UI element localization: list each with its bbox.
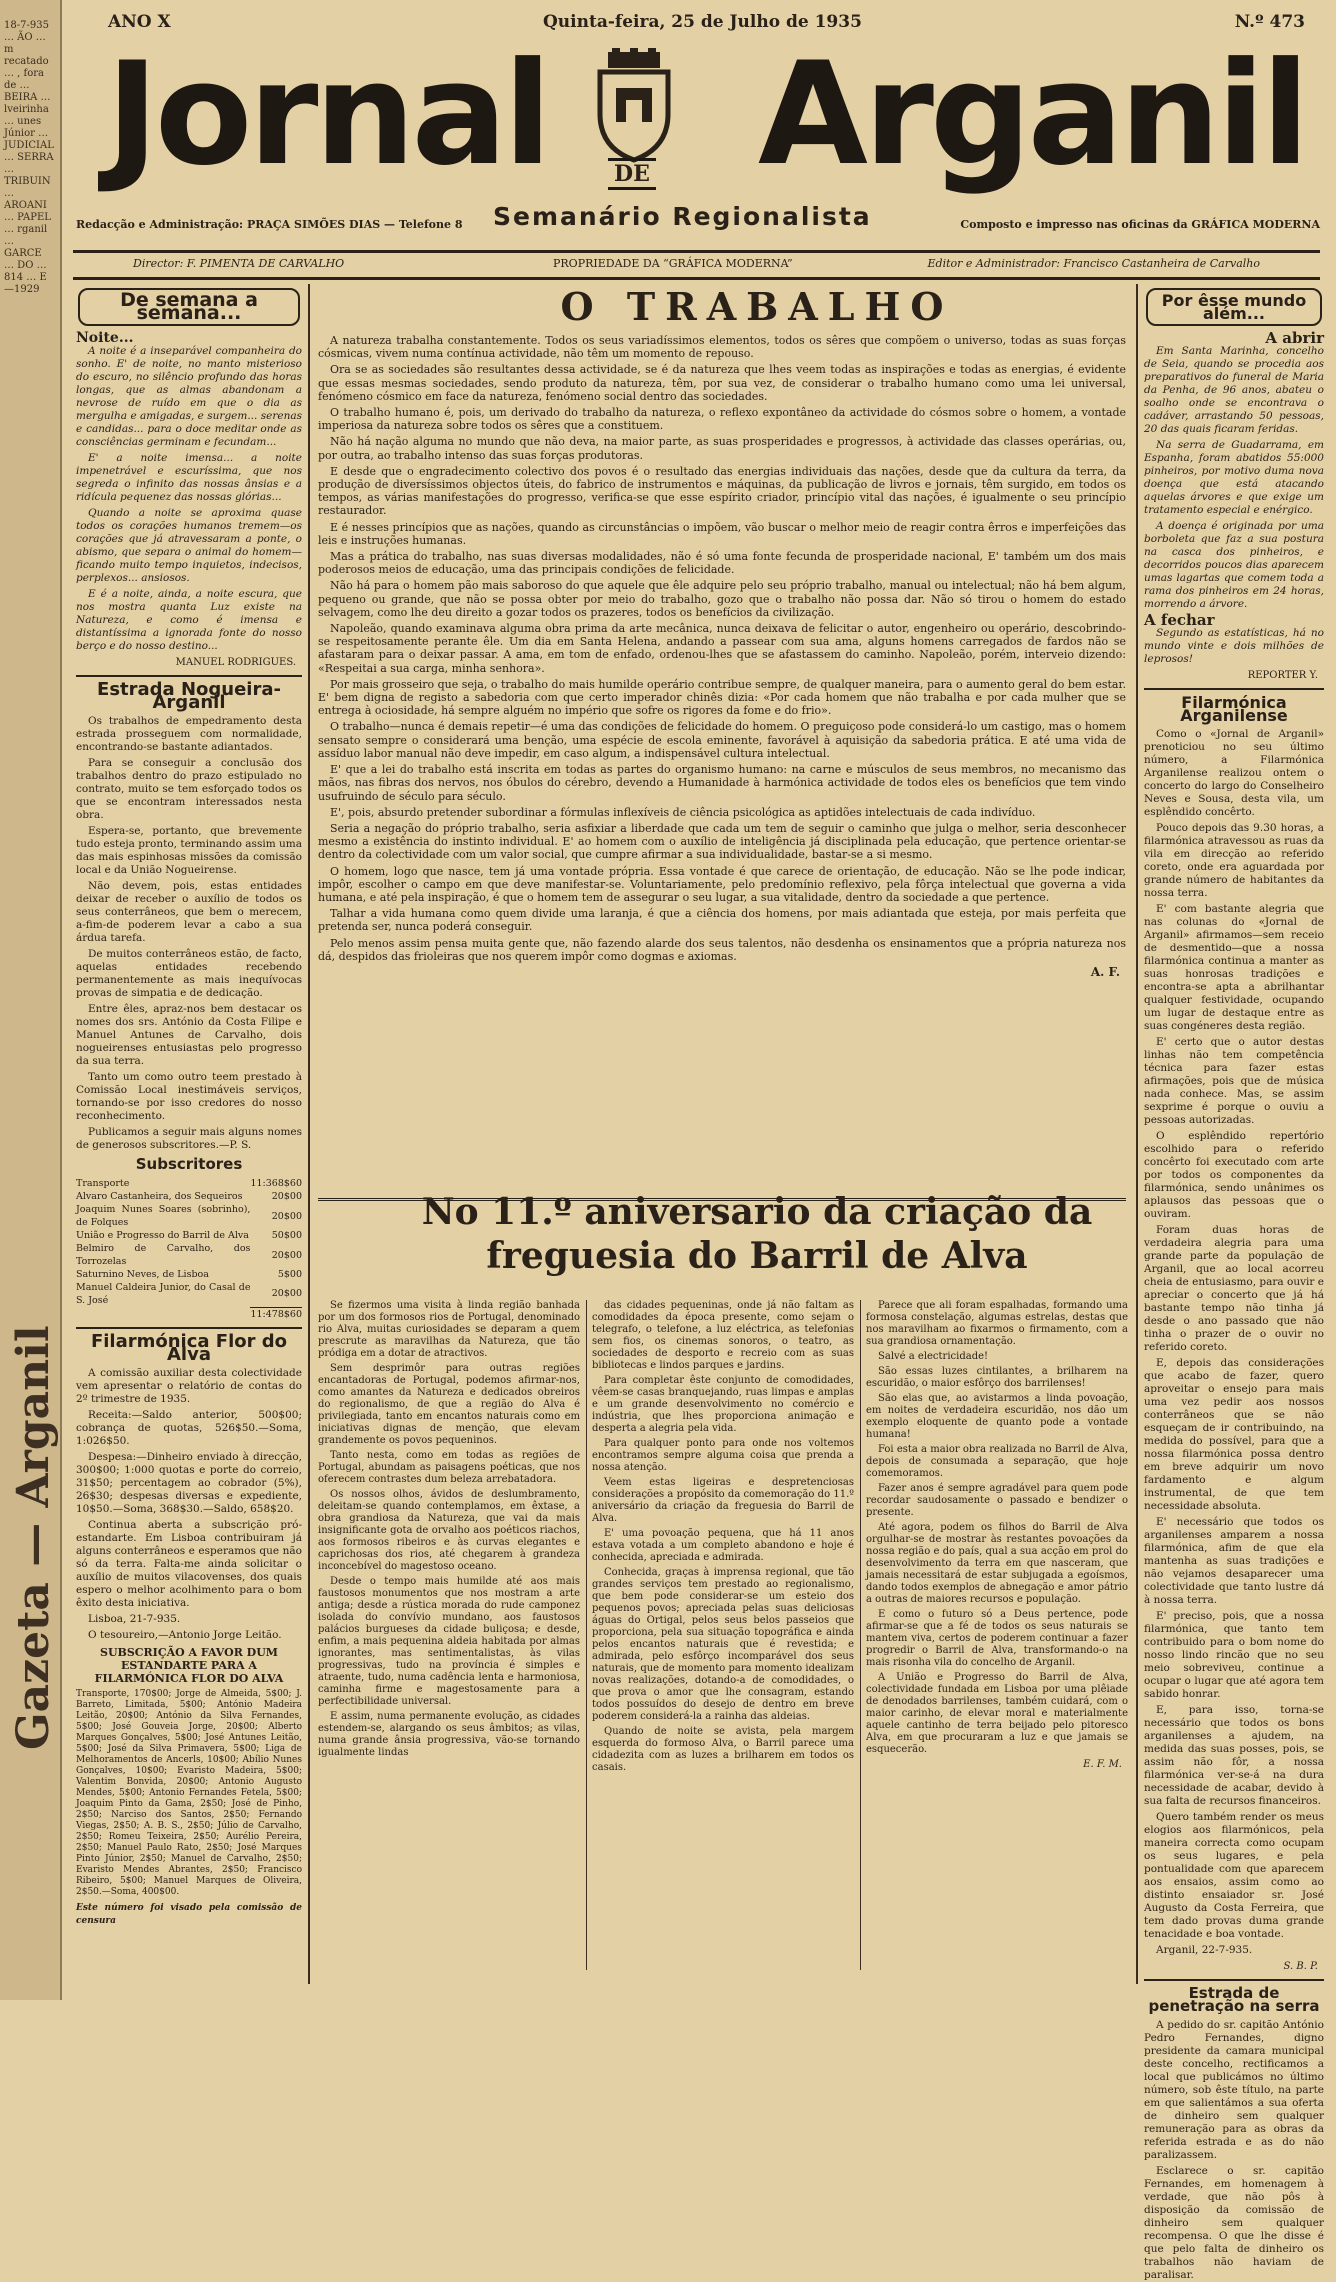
paragraph: O homem, logo que nasce, tem já uma vontade própria. Essa vontade é que carece de orientação, de educação. Não se lhe pode indicar, impôr, escolher o campo em que deve manifestar-se. Voluntariamente, pelo predomínio reflexivo, pela fôrça intelectual que governa a vida humana, e até pela inspiração, é que o homem tem de assegurar o seu lugar, a sua vitalidade, dentro da sociedade a que pertence. (318, 864, 1126, 904)
crest-icon (590, 48, 678, 164)
subscriber-name: Joaquim Nunes Soares (sobrinho), de Folques (76, 1204, 251, 1228)
paragraph: De muitos conterrâneos estão, de facto, aquelas entidades recebendo permanentemente as mais inequívocas provas de simpatia e de dedicação. (76, 948, 302, 999)
subhead (68, 196, 1330, 244)
paragraph: Como o «Jornal de Arganil» prenoticiou no seu último número, a Filarmónica Arganilense realizou ontem o concerto do largo do Conselheiro Neves e Sousa, desta vila, um esplêndido concêrto. (1144, 728, 1324, 818)
subscriber-amount: 20$00 (271, 1288, 302, 1300)
subscriber-amount: 20$00 (271, 1210, 302, 1222)
paragraph: O esplêndido repertório escolhido para o referido concêrto foi executado com arte por todos os componentes da filarmónica, sendo unânimes os aplausos das pessoas que o ouviram. (1144, 1130, 1324, 1220)
paragraph: Em Santa Marinha, concelho de Seia, quando se procedia aos preparativos do funeral de Maria da Penha, de 96 anos, abateu o soalho onde se encontrava o cadáver, arrastando 50 pessoas, 20 das quais ficaram feridas. (1144, 345, 1324, 435)
paragraph: Salvé a electricidade! (878, 1351, 989, 1362)
divider (1144, 1979, 1324, 1981)
paragraph: E é nesses princípios que as nações, quando as circunstâncias o impõem, vão buscar o melhor meio de reagir contra êrros e imperfeições das leis e instruções humanas. (318, 520, 1126, 547)
fechar-title: A fechar (1144, 611, 1215, 629)
subscriber-name: Transporte (76, 1178, 130, 1189)
paragraph: A União e Progresso do Barril de Alva, colectividade fundada em Lisboa por uma plêiade de denodados barrilenses, também cuidará, com o maior carinho, de elevar moral e materialmente aquele cantinho de terra beijado pelo pitoresco Alva, em que procuraram a luz e que jamais se esquecerão. (866, 1672, 1128, 1755)
paragraph: Os trabalhos de empedramento desta estrada prosseguem com normalidade, encontrando-se bastante adiantados. (76, 715, 302, 753)
fechar-text: Segundo as estatísticas, há no mundo vinte e dois milhões de leprosos! (1144, 627, 1324, 665)
paragraph: E', pois, absurdo pretender subordinar a fórmulas inflexíveis de ciência psicológica as aptidões intelectuais de cada indivíduo. (330, 805, 1036, 819)
paragraph: Para completar êste conjunto de comodidades, vêem-se casas branquejando, ruas limpas e amplas e um grande desenvolvimento no comércio e indústria, que lhes proporciona animação e desperta a alegria pela vida. (592, 1375, 854, 1434)
trabalho-title: O TRABALHO (560, 284, 954, 329)
trabalho-signature: A. F. (1090, 964, 1120, 979)
masthead-de: DE (608, 158, 656, 190)
paragraph: Não há nação alguma no mundo que não deva, na maior parte, as suas prosperidades e progressos, à actividade das classes operárias, ou, por outra, ao trabalho intenso das suas forças produtoras. (318, 435, 1126, 462)
paragraph: E, depois das considerações que acabo de fazer, quero aproveitar o ensejo para mais uma vez pedir aos nossos conterrâneos que se não esqueçam de ir contribuindo, na medida do possível, para que a nossa filarmónica possa dentro em breve adquirir um novo fardamento e algum instrumental, de que tem necessidade absoluta. (1144, 1357, 1324, 1512)
abrir-title: A abrir (1265, 329, 1324, 347)
masthead-title-right: Arganil (758, 32, 1306, 197)
table-row (76, 1229, 302, 1242)
issue-number: N.º 473 (1234, 12, 1305, 32)
table-row (76, 1281, 302, 1307)
censorship-note: Este número foi visado pela comissão de censura (76, 1902, 302, 1926)
paragraph: Não devem, pois, estas entidades deixar de receber o auxílio de todos os seus conterrâneos, que bem o merecem, a-fim-de poderem levar a cabo a sua árdua tarefa. (76, 880, 302, 944)
paragraph: E' preciso, pois, que a nossa filarmónica, que tanto tem contribuido para o bom nome do nosso lindo rincão que no seu meio sobreviveu, continue a ocupar o lugar que até agora tem sabido honrar. (1144, 1610, 1324, 1700)
paragraph: Na serra de Guadarrama, em Espanha, foram abatidos 55:000 pinheiros, por motivo duma nova doença que está atacando aquelas árvores e que exige um tratamento especial e enérgico. (1144, 439, 1324, 516)
subscriber-name: Manuel Caldeira Junior, do Casal de S. José (76, 1282, 251, 1306)
column-rule (1136, 284, 1138, 1984)
redaccao-line: Redacção e Administração: PRAÇA SIMÕES DIAS — Telefone 8 (76, 218, 463, 231)
paragraph: Receita:—Saldo anterior, 500$00; cobrança de quotas, 526$50.—Soma, 1:026$50. (76, 1408, 302, 1447)
estrada-article (76, 715, 302, 1152)
subscricao-list: Transporte, 170$00; Jorge de Almeida, 5$00; J. Barreto, Limitada, 5$00; António Madeira Leitão, 20$00; António da Silva Fernandes, 5$00; José Gouveia Jorge, 20$00; Alberto Marques Gonçalves, 5$00; José Antunes Leitão, 5$00; José da Silva Primavera, 5$00; Liga de Melhoramentos de Ancerls, 10$00; Abílio Nunes Gonçalves, 10$00; Evaristo Madeira, 5$00; Valentim Bonvida, 20$00; Antonio Augusto Mendes, 5$00; Antonio Fernandes Fetela, 5$00; Joaquim Pinto da Gama, 2$50; José de Pinho, 2$50; Narciso dos Santos, 2$50; Fernando Viegas, 2$50; A. B. S., 2$50; Júlio de Carvalho, 2$50; Romeu Teixeira, 2$50; Aurélio Pereira, 2$50; Manuel Paulo Rato, 2$50; José Marques Pinto Júnior, 2$50; Manuel de Carvalho, 2$50; Evaristo Mendes Abrantes, 2$50; Francisco Ribeiro, 5$00; Manuel Marques de Oliveira, 2$50.—Soma, 400$00. (76, 1688, 302, 1897)
paragraph: Parece que ali foram espalhadas, formando uma formosa constelação, algumas estrelas, destas que nos maravilham ao fixarmos o firmamento, com a sua grandiosa ornamentação. (866, 1300, 1128, 1347)
paragraph: Conhecida, graças à imprensa regional, que tão grandes serviços tem prestado ao regionalismo, que bem pode considerar-se um esteio dos pequenos povos; apreciada pelas suas deliciosas águas do Ortigal, pelos seus belos passeios que proporciona, pela sua situação topográfica e ainda pelos encantos naturais que é revestida; e admirada, pelo esfôrço incomparável dos seus naturais, que de momento para momento idealizam novas realizações, dotando-a de comodidades, o que prova o amor que lhe consagram, estando todos possuídos do desejo de dentro em breve poderem considerá-la a rainha das aldeias. (592, 1567, 854, 1722)
subscritores-table (76, 1177, 302, 1321)
paragraph: São essas luzes cintilantes, a brilharem na escuridão, o maior esfôrço dos barrilenses! (866, 1366, 1128, 1389)
paragraph: Não há para o homem pão mais saboroso do que aquele que êle adquire pelo seu próprio trabalho, manual ou intelectual; não há bem algum, pequeno ou grande, que não se possa obter por meio do trabalho, gozo que o trabalho não possa dar. Não só tirou o homem do estado selvagem, como lhe deu direito a gozar todos os prazeres, todos os benefícios da civilização. (318, 579, 1126, 619)
paragraph: Tanto nesta, como em todas as regiões de Portugal, abundam as paisagens poéticas, que nos oferecem contrastes dum beleza arrebatadora. (318, 1450, 580, 1485)
masthead (68, 32, 1330, 197)
paragraph: A doença é originada por uma borboleta que faz a sua postura na casca dos pinheiros, e decorridos poucos dias aparecem umas lagartas que comem toda a rama dos pinheiros em 24 horas, morrendo a árvore. (1144, 520, 1324, 610)
noite-signature: MANUEL RODRIGUES. (175, 657, 296, 668)
aniversario-col-1 (318, 1300, 580, 1980)
table-row (76, 1307, 302, 1321)
table-row (76, 1242, 302, 1268)
paragraph: Despesa:—Dinheiro enviado à direcção, 300$00; 1:000 quotas e porte do correio, 31$50; percentagem ao cobrador (5%), 26$30; despesas diversas e expediente, 10$50.—Soma, 368$30.—Saldo, 658$20. (76, 1450, 302, 1515)
divider (76, 675, 302, 677)
issue-year: ANO X (108, 12, 171, 32)
estrada-title: Estrada Nogueira-Arganil (97, 679, 281, 713)
paragraph: Mas a prática do trabalho, nas suas diversas modalidades, não é só uma fonte fecunda de prosperidade nacional, E' também um dos mais poderosos meios de educação, uma das principais condições de felicidade. (318, 550, 1126, 577)
filarmonica-arganilense-title: Filarmónica Arganilense (1180, 693, 1288, 725)
paragraph: das cidades pequeninas, onde já não faltam as comodidades da época presente, como sejam o telegrafo, o telefone, a luz eléctrica, as telefonias sem fios, os cinemas sonoros, o teatro, as sociedades de desporto e recreio com as suas bibliotecas e lindos parques e jardins. (592, 1300, 854, 1371)
paragraph: Talhar a vida humana como quem divide uma laranja, é que a ciência dos homens, por mais adiantada que esteja, por mais perfeita que pretenda ser, nunca poderá conseguir. (318, 907, 1126, 934)
paragraph: A comissão auxiliar desta colectividade vem apresentar o relatório de contas do 2º trimestre de 1935. (76, 1366, 302, 1405)
paragraph: O trabalho humano é, pois, um derivado do trabalho da natureza, o reflexo expontâneo da actividade do cósmos sobre o homem, a vontade imperiosa da natureza sobre todos os sêres que a constituem. (318, 406, 1126, 433)
paragraph: Até agora, podem os filhos do Barril de Alva orgulhar-se de mostrar às restantes povoações da nossa região e do país, qual a sua acção em prol do desenvolvimento da terra em que nasceram, que jamais necessitará de estar subjugada a egoísmos, dando todos exemplos de abnegação e amor pátrio a outras de maiores recursos e população. (866, 1522, 1128, 1605)
paragraph: E, para isso, torna-se necessário que todos os bons arganilenses a ajudem, na medida das suas posses, pois, se assim não fôr, a nossa filarmónica ver-se-á na dura necessidade de acabar, devido à sua falta de recursos financeiros. (1144, 1704, 1324, 1807)
paragraph: Tanto um como outro teem prestado à Comissão Local inestimáveis serviços, tornando-se por isso credores do nosso reconhecimento. (76, 1071, 302, 1122)
edge-vertical-masthead: Gazeta — Arganil (8, 1325, 59, 1750)
subscriber-amount: 20$00 (271, 1191, 302, 1202)
paragraph: Pelo menos assim pensa muita gente que, não fazendo alarde dos seus talentos, não desdenha os ensinamentos que a própria natureza nos dá, despidos das frioleiras que nos querem impôr como dogmas e axiomas. (318, 936, 1126, 963)
divider (1144, 688, 1324, 690)
paragraph: E' certo que o autor destas linhas não tem competência técnica para fazer estas afirmações, pois que de música nada conhece. Mas, se assim sexprime é porque o ouviu a pessoas autorizadas. (1144, 1036, 1324, 1126)
newspaper-page (68, 0, 1330, 2281)
table-row (76, 1203, 302, 1229)
paragraph: A pedido do sr. capitão António Pedro Fernandes, digno presidente da camara municipal deste concelho, rectificamos a local que publicámos no último número, sob êste título, na parte em que salientámos a sua oferta de dinheiro sem qualquer remuneração para as obras da referida estrada e as do não paralizassem. (1144, 2019, 1324, 2161)
paragraph: Napoleão, quando examinava alguma obra prima da arte mecânica, nunca deixava de felicitar o autor, engenheiro ou operário, descobrindo-se respeitosamente perante êle. Um dia em Santa Helena, andando a passear com sua ama, alguns homens carregados de fardos não se afastaram para o deixar passar. A ama, em tom de enfado, ordenou-lhes que se afastassem do caminho. Napoleão, porém, interveio dizendo: «Respeitai a sua carga, minha senhora». (318, 622, 1126, 675)
subscriber-name: União e Progresso do Barril de Alva (76, 1230, 249, 1241)
estrada-serra-title: Estrada de penetração na serra (1148, 1984, 1320, 2015)
editor-line: Editor e Administrador: Francisco Castanheira de Carvalho (927, 257, 1260, 270)
section-header-semana: De semana a semana... (78, 288, 300, 326)
printer-line: Composto e impresso nas oficinas da GRÁFICA MODERNA (960, 218, 1320, 231)
adjacent-page-edge (0, 0, 62, 2000)
paragraph: Fazer anos é sempre agradável para quem pode recordar saudosamente o passado e bendizer o presente. (866, 1483, 1128, 1518)
paragraph: Espera-se, portanto, que brevemente tudo esteja pronto, terminando assim uma das mais espinhosas missões da comissão local e da União Nogueirense. (76, 825, 302, 876)
aniversario-title: No 11.º aniversario da criação da freguesia do Barril de Alva (421, 1191, 1093, 1277)
subtitle: Semanário Regionalista (493, 202, 872, 231)
paragraph: Pouco depois das 9.30 horas, a filarmónica atravessou as ruas da vila em direcção ao referido coreto, onde era aguardada por grande número de habitantes da nossa terra. (1144, 822, 1324, 899)
subscriber-name (76, 1307, 250, 1321)
table-row (76, 1268, 302, 1281)
paragraph: E desde que o engradecimento colectivo dos povos é o resultado das energias individuais das nações, desde que da cultura da terra, da produção de diversíssimos objectos úteis, do fabrico de instrumentos e máquinas, da publicação de livros e jornais, têm surgido, em todos os tempos, as várias manifestações do progresso, verifica-se que esse espírito criador, princípio vital das nações, é igualmente o seu princípio restaurador. (318, 464, 1126, 518)
aniversario-col-2 (592, 1300, 854, 1980)
left-column (76, 284, 302, 1984)
paragraph: E' uma povoação pequena, que há 11 anos estava votada a um completo abandono e hoje é conhecida, apreciada e admirada. (592, 1528, 854, 1563)
abrir-article (1144, 345, 1324, 611)
column-rule (860, 1300, 861, 1970)
ownership-line: PROPRIEDADE DA “GRÁFICA MODERNA” (553, 257, 793, 270)
staff-bar (73, 250, 1320, 280)
paragraph: Entre êles, apraz-nos bem destacar os nomes dos srs. António da Costa Filipe e Manuel Antunes de Carvalho, dois nogueirenses entusiastas pelo progresso da sua terra. (76, 1003, 302, 1067)
paragraph: Esclarece o sr. capitão Fernandes, em homenagem à verdade, que não pôs à disposição da comissão de dinheiro sem qualquer recompensa. O que lhe disse é que pelo falta de dinheiro os trabalhos não haviam de paralisar. (1144, 2165, 1324, 2281)
masthead-title-left: Jornal (106, 32, 549, 197)
subscriber-name: Saturnino Neves, de Lisboa (76, 1269, 209, 1280)
director-line: Director: F. PIMENTA DE CARVALHO (133, 257, 345, 270)
paragraph: E como o futuro só a Deus pertence, pode afirmar-se que a fé de todos os seus naturais se mantem viva, certos de poderem continuar a fazer progredir o Barril de Alva, transformando-o na mais risonha vila do concelho de Arganil. (866, 1609, 1128, 1668)
paragraph: Arganil, 22-7-935. (1156, 1944, 1253, 1956)
paragraph: Quero também render os meus elogios aos filarmónicos, pela maneira correcta como ocupam os seus lugares, e pela pontualidade com que aparecem aos ensaios, assim como ao distinto ensaiador sr. José Augusto da Costa Ferreira, que tem dado provas duma grande tenacidade e boa vontade. (1144, 1811, 1324, 1940)
aniversario-signature: E. F. M. (1083, 1759, 1122, 1770)
paragraph: Ora se as sociedades são resultantes dessa actividade, se é da natureza que lhes veem todas as inspirações e todas as energias, é evidente que essas mesmas sociedades, sendo produto da natureza, têm, por sua vez, de considerar o trabalho humano como uma lei universal, fenómeno cósmico em face da natureza, fenómeno social dentro das sociedades. (318, 363, 1126, 403)
issue-date: Quinta-feira, 25 de Julho de 1935 (543, 12, 862, 32)
edge-fragment-text: 18-7-935 … ÃO … m recatado … , fora de … BEIRA … lveirinha … unes Júnior … JUDICIAL … SERRA … TRIBUIN … AROANI … PAPEL … rganil … GARCE … DO … 814 … E —1929 (4, 20, 54, 295)
subscricao-title: SUBSCRIÇÃO A FAVOR DUM ESTANDARTE PARA A FILARMÓNICA FLOR DO ALVA (94, 1645, 284, 1685)
right-column (1144, 284, 1324, 2281)
table-row (76, 1190, 302, 1203)
filarmonica-flor-article (76, 1367, 302, 1642)
subscriber-name: Belmiro de Carvalho, dos Torrozelas (76, 1243, 251, 1267)
paragraph: São elas que, ao avistarmos a linda povoação, em noites de verdadeira escuridão, nos dão um exemplo eloquente de quanto pode a vontade humana! (866, 1393, 1128, 1440)
paragraph: Por mais grosseiro que seja, o trabalho do mais humilde operário contribue sempre, de qualquer maneira, para o aumento geral do bem estar. E' bem digna de registo a sabedoria com que certo imperador chinês dizia: «Por cada homem que não trabalha e por cada mulher que se entrega à ociosidade, há sempre alguém no império que sofre os rigores da fome e do frio». (318, 677, 1126, 718)
paragraph: Para qualquer ponto para onde nos voltemos encontramos sempre alguma coisa que prenda a nossa atenção. (592, 1438, 854, 1473)
subscriber-amount: 5$00 (277, 1269, 302, 1280)
paragraph: Desde o tempo mais humilde até aos mais faustosos monumentos que nos mostram a arte antiga; desde a rústica morada do rude camponez isolada do convívio mundano, aos faustosos palácios burgueses da cidade buliçosa; e desde, enfim, a mais pequenina aldeia habitada por almas ignorantes, mas sentimentalistas, às vilas progressivas, tudo na província é simples e atraente, tudo, numa cadência lenta e harmoniosa, caminha firme e magestosamente para a perfectibilidade universal. (318, 1576, 580, 1707)
paragraph: E' necessário que todos os arganilenses amparem a nossa filarmónica, afim de que ela mantenha as suas tradições e não vejamos desaparecer uma colectividade que tanto lustre dá à nossa terra. (1144, 1516, 1324, 1606)
trabalho-article (318, 334, 1126, 1194)
subscriber-total: 11:478$60 (250, 1308, 302, 1320)
paragraph: A noite é a inseparável companheira do sonho. E' de noite, no manto misterioso do escuro, no silêncio profundo das horas longas, que as almas abandonam a nevrose de ruído em que o dia as mergulha e amigadas, e surgem... serenas e candidas... para o doce meditar onde as consciências germinam e fecundam... (76, 345, 302, 448)
noite-article (76, 345, 302, 653)
subscriber-amount: 50$00 (271, 1230, 302, 1241)
paragraph: O trabalho—nunca é demais repetir—é uma das condições de felicidade do homem. O preguiçoso pode considerá-lo um castigo, mas o homem sensato sempre o considerará uma benção, uma espécie de escola eminente, favorável à aquisição da sabedoria prática. E até uma vida de assíduo labor manual não deve impedir, em caso algum, a indispensável cultura intelectual. (318, 720, 1126, 760)
paragraph: Foram duas horas de verdadeira alegria para uma grande parte da população de Arganil, que ao local acorreu cheia de entusiasmo, para ouvir e apreciar o concerto que já há bastante tempo não tinha já desde o ano passado que não tinha o prazer de o ouvir no referido coreto. (1144, 1224, 1324, 1353)
filarmonica-signature: S. B. P. (1283, 1961, 1318, 1972)
paragraph: E' com bastante alegria que nas colunas do «Jornal de Arganil» afirmamos—sem receio de desmentido—que a nossa filarmónica continua a manter as suas honrosas tradições e encontra-se apta a abrilhantar qualquer festividade, ocupando um lugar de destaque entre as suas congéneres desta região. (1144, 903, 1324, 1032)
paragraph: Lisboa, 21-7-935. (88, 1612, 181, 1625)
column-rule (308, 284, 310, 1984)
paragraph: Publicamos a seguir mais alguns nomes de generosos subscritores.—P. S. (76, 1126, 302, 1151)
paragraph: Foi esta a maior obra realizada no Barril de Alva, depois de consumada a separação, que hoje comemoramos. (866, 1444, 1128, 1479)
paragraph: E assim, numa permanente evolução, as cidades estendem-se, alargando os seus âmbitos; as vilas, numa grande ânsia progressiva, vão-se tornando igualmente lindas (318, 1711, 580, 1758)
paragraph: O tesoureiro,—Antonio Jorge Leitão. (88, 1628, 282, 1641)
paragraph: E é a noite, ainda, a noite escura, que nos mostra quanta Luz existe na Natureza, e como é imensa e distantíssima a ignorada fonte do nosso berço e do nosso destino... (76, 588, 302, 652)
paragraph: Veem estas ligeiras e despretenciosas considerações a propósito da comemoração do 11.º aniversário da criação da freguesia do Barril de Alva. (592, 1477, 854, 1524)
paragraph: Quando a noite se aproxima quase todos os corações humanos tremem—os corações que já atravessaram a ponte, o abismo, que separa o animal do homem—ficando muito tempo inquietos, indecisos, perplexos... ansiosos. (76, 507, 302, 584)
table-row (76, 1177, 302, 1190)
paragraph: A natureza trabalha constantemente. Todos os seus variadíssimos elementos, todos os sêres que compõem o universo, todas as suas forças cósmicas, vivem numa contínua actividade, não têm um momento de repouso. (318, 334, 1126, 361)
paragraph: Os nossos olhos, ávidos de deslumbramento, deleitam-se quando contemplamos, em êxtase, a obra grandiosa da Natureza, que vai da mais insignificante gota de orvalho aos poéticos riachos, aos formosos ribeiros e às curvas elegantes e caprichosas dos rios, até chegarem à grandeza inconcebível do magestoso oceano. (318, 1489, 580, 1572)
divider (76, 1327, 302, 1329)
paragraph: E' a noite imensa... a noite impenetrável e escuríssima, que nos segreda o infinito das nossas ânsias e a ridícula pequenez das nossas glórias... (76, 452, 302, 503)
paragraph: Sem desprimôr para outras regiões encantadoras de Portugal, podemos afirmar-nos, como amantes da Natureza e dedicados obreiros do regionalismo, de que a região do Alva é privilegiada, tanto em encantos naturais como em iniciativas dignas de menção, que elevam grandemente os povos pequeninos. (318, 1363, 580, 1446)
paragraph: E' que a lei do trabalho está inscrita em todas as partes do organismo humano: na carne e músculos de seus membros, no mecanismo das mãos, nas fibras dos nervos, nos óbulos do cérebro, devendo a Humanidade à harmónica actividade de todos eles os benefícios que tem vindo usufruindo de século para século. (318, 763, 1126, 803)
estrada-serra-article (1144, 2019, 1324, 2282)
column-rule (586, 1300, 587, 1970)
reporter-signature: REPORTER Y. (1247, 670, 1318, 681)
subscriber-name: Alvaro Castanheira, dos Sequeiros (76, 1191, 243, 1202)
subscritores-title: Subscritores (135, 1155, 243, 1173)
paragraph: Seria a negação do próprio trabalho, seria asfixiar a liberdade que cada um tem de seguir o caminho que julga o melhor, seria desconhecer mesmo a existência do instinto individual. E' ao homem com o auxílio de inteligência já disciplinada pela educação, que pertence orientar-se dentro da colectividade com um valor social, que cumpre afirmar a sua individualidade, bastar-se a si mesmo. (318, 821, 1126, 862)
noite-title: Noite... (76, 330, 134, 346)
subscriber-amount: 11:368$60 (250, 1178, 302, 1189)
paragraph: Se fizermos uma visita à linda região banhada por um dos formosos rios de Portugal, denominado rio Alva, muitas curiosidades se deparam a quem prescrute as maravilhas da Natureza, que tão pródiga em a dotar de atractivos. (318, 1300, 580, 1359)
filarmonica-flor-title: Filarmónica Flor do Alva (90, 1330, 288, 1365)
subscriber-amount: 20$00 (271, 1249, 302, 1261)
paragraph: Quando de noite se avista, pela margem esquerda do formoso Alva, o Barril parece uma cidadezita com as luzes a brilharem em todos os casais. (592, 1726, 854, 1773)
filarmonica-arganilense-article (1144, 728, 1324, 1957)
paragraph: Continua aberta a subscrição pró-estandarte. Em Lisboa contribuiram já alguns conterrâneos e esperamos que não só da terra. Falta-me ainda solicitar o auxílio de muitos vilacovenses, dos quais espero o melhor acolhimento para o bom êxito desta iniciativa. (76, 1518, 302, 1609)
aniversario-col-3 (866, 1300, 1128, 1980)
paragraph: Para se conseguir a conclusão dos trabalhos dentro do prazo estipulado no contrato, muito se tem esforçado todos os que se encontram interessados nesta obra. (76, 757, 302, 821)
section-header-mundo: Por êsse mundo além... (1146, 288, 1322, 326)
